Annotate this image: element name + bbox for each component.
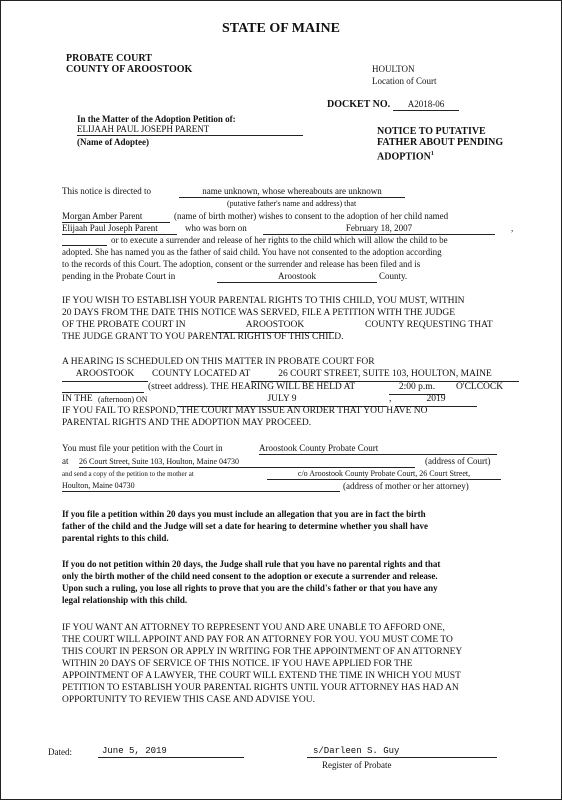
putative-father-field: name unknown, whose whereabouts are unknown	[179, 186, 405, 198]
hearing-ampm-text: (afternoon) ON	[98, 395, 148, 404]
para1-line5: adopted. She has named you as the father of said child. You have not consented to the adoption according	[62, 247, 442, 257]
para6-line2: only the birth mother of the child need consent to the adoption or execute a surrender and release.	[62, 571, 438, 581]
para2-line4: THE JUDGE GRANT TO YOU PARENTAL RIGHTS OF THIS CHILD.	[62, 332, 344, 342]
street-address-text: (street address). THE HEARING WILL BE HELD AT	[148, 382, 356, 392]
birth-date-field: February 18, 2007	[263, 223, 495, 235]
dated-label: Dated:	[48, 747, 72, 757]
notice-title-line3	[377, 148, 434, 163]
para5-line1: If you file a petition within 20 days you must include an allegation that you are in fact the birth	[62, 509, 426, 519]
notice-title-line2: FATHER ABOUT PENDING	[377, 137, 504, 148]
register-label: Register of Probate	[322, 760, 392, 770]
hearing-time-field: 2:00 p.m.	[389, 382, 445, 395]
born-text: who was born on	[185, 223, 247, 233]
para2-county-field: AROOSTOOK	[216, 320, 334, 333]
para5-line3: parental rights to this child.	[62, 533, 169, 543]
state-title: STATE OF MAINE	[222, 21, 340, 36]
dated-field: June 5, 2019	[98, 746, 244, 758]
notice-title-adoption: ADOPTION	[377, 151, 431, 163]
para7-line7: OPPORTUNITY TO REVIEW THIS CASE AND ADVISE YOU.	[62, 695, 315, 705]
in-the-text: IN THE	[62, 394, 93, 404]
para7-line3: THIS COURT IN PERSON OR APPLY IN WRITING FOR THE APPOINTMENT OF AN ATTORNEY	[62, 647, 463, 657]
para7-line6: PETITION TO ESTABLISH YOUR PARENTAL RIGHTS UNTIL YOUR ATTORNEY HAS HAD AN	[62, 683, 459, 693]
para1-line4: or to execute a surrender and release of her rights to the child which will allow the child to be	[111, 235, 448, 245]
court-address-label: (address of Court)	[425, 456, 491, 466]
located-at-text: COUNTY LOCATED AT	[152, 369, 251, 379]
send-copy-text: and send a copy of the petition to the mother at	[62, 470, 194, 478]
adoptee-name: ELIJAAH PAUL JOSEPH PARENT	[77, 124, 303, 136]
blank-line	[62, 245, 107, 246]
oclock-text: O'CLCOCK	[456, 382, 504, 392]
birth-mother-field: Morgan Amber Parent	[62, 211, 170, 223]
mother-address-field: c/o Aroostook County Probate Court, 26 Court Street,	[267, 469, 501, 480]
at-text: at	[62, 456, 69, 466]
para3-line5: PARENTAL RIGHTS AND THE ADOPTION MAY PROCEED.	[62, 418, 312, 428]
docket-label: DOCKET NO.	[327, 99, 391, 110]
hearing-county-field: AROOSTOOK	[62, 369, 148, 382]
para2-line3-pre: OF THE PROBATE COURT IN	[62, 320, 186, 330]
para2-line1: IF YOU WISH TO ESTABLISH YOUR PARENTAL RIGHTS TO THIS CHILD, YOU MUST, WITHIN	[62, 296, 465, 306]
docket-number: A2018-06	[393, 99, 459, 111]
para6-line3: Upon such a ruling, you lose all rights to prove that you are the child's father or that you have any	[62, 583, 438, 593]
putative-father-label: (putative father's name and address) that	[227, 199, 357, 208]
para1-line7-post: County.	[379, 271, 408, 281]
para7-line4: WITHIN 20 DAYS OF SERVICE OF THIS NOTICE. IF YOU HAVE APPLIED FOR THE	[62, 659, 413, 669]
court-location: HOULTON	[372, 64, 415, 74]
hearing-date-field: JULY 9	[177, 394, 387, 407]
para1-line7-pre: pending in the Probate Court in	[62, 271, 176, 281]
birth-date-comma: ,	[511, 223, 514, 233]
para7-line5: APPOINTMENT OF A LAWYER, THE COURT WILL EXTEND THE TIME IN WHICH YOU MUST	[62, 671, 461, 681]
mother-address-field-line2: Houlton, Maine 04730	[62, 481, 340, 492]
adoptee-label: (Name of Adoptee)	[77, 137, 149, 147]
court-name: PROBATE COURT	[66, 53, 152, 64]
court-county: COUNTY OF AROOSTOOK	[66, 64, 193, 75]
para1-line6: to the records of this Court. The adoption, consent or the surrender and release has been filed and is	[62, 259, 421, 269]
hearing-date-comma: ,	[389, 394, 392, 404]
para3-line1: A HEARING IS SCHEDULED ON THIS MATTER IN PROBATE COURT FOR	[62, 357, 375, 367]
para7-line2: THE COURT WILL APPOINT AND PAY FOR AN ATTORNEY FOR YOU. YOU MUST COME TO	[62, 635, 453, 645]
para2-line3-post: COUNTY REQUESTING THAT	[365, 320, 493, 330]
signature-field: s/Darleen S. Guy	[307, 746, 497, 758]
court-address-field: 26 Court Street, Suite 103, Houlton, Maine 04730	[79, 457, 415, 468]
birth-mother-text: (name of birth mother) wishes to consent to the adoption of her child named	[174, 211, 449, 221]
matter-label: In the Matter of the Adoption Petition of:	[77, 114, 236, 124]
blank-line	[62, 392, 144, 393]
para7-line1: IF YOU WANT AN ATTORNEY TO REPRESENT YOU AND ARE UNABLE TO AFFORD ONE,	[62, 623, 445, 633]
para6-line1: If you do not petition within 20 days, the Judge shall rule that you have no parental rights and that	[62, 559, 441, 569]
para6-line4: legal relationship with this child.	[62, 595, 188, 605]
county-field: Aroostook	[217, 271, 377, 283]
para3-line4: IF YOU FAIL TO RESPOND, THE COURT MAY ISSUE AN ORDER THAT YOU HAVE NO	[62, 406, 428, 416]
para2-line2: 20 DAYS FROM THE DATE THIS NOTICE WAS SERVED, FILE A PETITION WITH THE JUDGE	[62, 308, 456, 318]
file-petition-text: You must file your petition with the Court in	[62, 443, 223, 453]
directed-to-label: This notice is directed to	[62, 186, 151, 196]
mother-address-label: (address of mother or her attorney)	[343, 481, 469, 491]
hearing-address-field: 26 COURT STREET, SUITE 103, HOULTON, MAINE	[251, 369, 519, 382]
court-location-label: Location of Court	[372, 76, 437, 86]
para5-line2: father of the child and the Judge will set a date for hearing to determine whether you shall have	[62, 521, 428, 531]
notice-title-line1: NOTICE TO PUTATIVE	[377, 126, 486, 137]
court-name-field: Aroostook County Probate Court	[259, 443, 497, 455]
footnote-marker: 1	[430, 151, 434, 157]
hearing-year-field: 2019	[395, 394, 477, 407]
child-name-field: Elijaah Paul Joseph Parent	[62, 223, 177, 235]
